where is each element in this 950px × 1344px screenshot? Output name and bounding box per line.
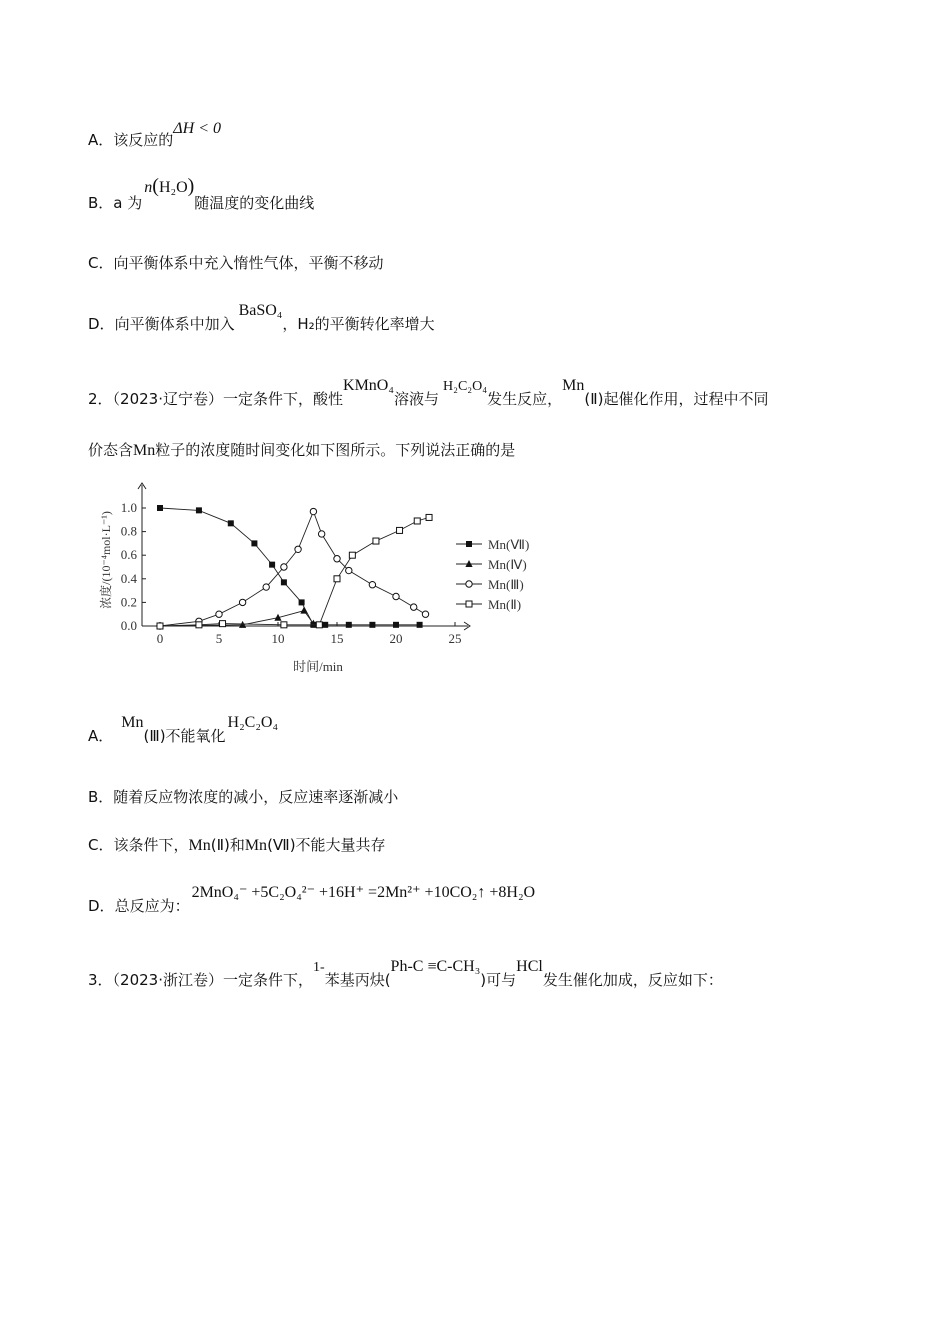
option-letter: A． (88, 727, 114, 745)
data-point (411, 604, 417, 610)
data-point (322, 622, 328, 628)
concentration-time-chart (90, 480, 550, 680)
data-point (397, 527, 403, 533)
y-tick-label: 1.0 (120, 500, 137, 515)
data-point (349, 552, 355, 558)
data-point (466, 601, 472, 607)
q3-stem (88, 958, 723, 992)
option-text: 该反应的 (113, 131, 174, 149)
delta-h-expression: ΔH < 0 (173, 120, 222, 137)
data-point (295, 546, 301, 552)
stem-text: (Ⅱ)起催化作用，过程中不同 (584, 390, 769, 408)
series-line (160, 512, 426, 627)
stem-text: 一定条件下，酸性 (223, 390, 344, 408)
option-letter: A． (88, 131, 114, 149)
mn-symbol: Mn (562, 377, 585, 394)
x-tick-label: 10 (271, 631, 285, 646)
data-point (316, 622, 322, 628)
q2-stem-line1 (88, 377, 769, 411)
chart-legend (456, 537, 529, 612)
h2c2o4-formula: H₂C₂O₄ (227, 714, 279, 731)
n-symbol: n (144, 179, 153, 196)
x-tick-label: 20 (389, 631, 403, 646)
data-point (239, 599, 245, 605)
y-tick-label: 0.8 (120, 523, 137, 539)
data-point (281, 579, 287, 585)
data-point (251, 540, 257, 546)
option-letter: B． (88, 194, 114, 212)
data-point (216, 611, 222, 617)
q2-stem-line2 (88, 440, 515, 461)
data-point (346, 567, 352, 573)
data-point (157, 623, 163, 629)
data-point (393, 622, 399, 628)
data-point (196, 507, 202, 513)
x-axis-label: 时间/min (293, 659, 343, 674)
data-point (414, 518, 420, 524)
y-tick-label: 0.6 (120, 547, 137, 563)
q1-option-d (88, 302, 435, 335)
q2-option-d (88, 884, 536, 917)
q2-option-c (88, 835, 386, 856)
data-point (346, 622, 352, 628)
option-letter: D． (88, 315, 115, 333)
y-tick-label: 0.0 (120, 618, 137, 633)
question-source: （2023·辽宁卷） (112, 390, 223, 408)
option-text: 向平衡体系中加入 (114, 315, 235, 333)
option-text: (Ⅱ)和 (210, 836, 245, 854)
data-point (466, 541, 472, 547)
data-point (422, 611, 428, 617)
legend-label: Mn(Ⅶ) (488, 537, 530, 552)
q1-option-b (88, 175, 315, 214)
data-point (228, 520, 234, 526)
series-line (160, 517, 429, 626)
legend-item (456, 597, 521, 612)
stem-text: 苯基丙炔( (324, 971, 391, 989)
phenylpropyne-formula: Ph-C ≡C-CH₃ (390, 958, 481, 975)
q2-option-a (88, 714, 279, 747)
data-point (373, 538, 379, 544)
stem-text: 粒子的浓度随时间变化如下图所示。下列说法正确的是 (155, 441, 516, 459)
option-text: (Ⅲ)不能氧化 (143, 727, 226, 745)
stem-text: 价态含 (88, 441, 134, 459)
mn-symbol: Mn (121, 714, 144, 731)
legend-label: Mn(Ⅲ) (488, 577, 524, 592)
data-point (220, 621, 226, 627)
position-number: 1- (313, 960, 325, 975)
question-number: 2． (88, 390, 113, 408)
legend-item (456, 537, 529, 552)
legend-item (456, 557, 527, 572)
question-source: （2023·浙江卷） (112, 971, 223, 989)
mn-symbol: Mn (188, 837, 211, 854)
option-letter: C． (88, 836, 114, 854)
question-number: 3． (88, 971, 113, 989)
option-letter: B． (88, 788, 114, 806)
data-point (310, 508, 316, 514)
data-point (281, 622, 287, 628)
x-tick-label: 5 (215, 631, 223, 646)
data-point (299, 599, 305, 605)
data-point (466, 581, 472, 587)
series-3 (157, 508, 429, 629)
stem-text: )可与 (480, 971, 517, 989)
data-point (393, 593, 399, 599)
option-text-post: 随温度的变化曲线 (194, 194, 315, 212)
option-text: 总反应为： (114, 897, 190, 915)
chart-axes (121, 483, 470, 646)
stem-text: 溶液与 (393, 390, 439, 408)
x-tick-label: 15 (330, 631, 344, 646)
data-point (300, 607, 307, 614)
total-reaction-equation: 2MnO₄⁻ +5C₂O₄²⁻ +16H⁺ =2Mn²⁺ +10CO₂↑ +8H₂O (191, 884, 536, 901)
kmno4-formula: KMnO₄ (343, 377, 394, 394)
data-point (334, 556, 340, 562)
h2c2o4-formula: H₂C₂O₄ (442, 379, 488, 394)
series-line (160, 508, 420, 625)
y-tick-label: 0.4 (120, 570, 137, 586)
option-letter: C． (88, 254, 114, 272)
legend-item (456, 577, 524, 592)
data-point (157, 505, 163, 511)
data-point (334, 576, 340, 582)
hcl-formula: HCl (516, 958, 543, 975)
q2-option-b (88, 787, 398, 807)
baso4-formula: BaSO₄ (238, 302, 283, 319)
data-point (196, 622, 202, 628)
option-text: a 为 (113, 194, 143, 212)
data-point (369, 582, 375, 588)
data-point (263, 584, 269, 590)
option-text: 随着反应物浓度的减小，反应速率逐渐减小 (113, 788, 399, 806)
stem-text: 发生催化加成，反应如下： (542, 971, 723, 989)
data-point (318, 531, 324, 537)
option-text-post: ，H₂的平衡转化率增大 (282, 315, 435, 333)
x-tick-label: 25 (448, 631, 462, 646)
mn-symbol: Mn (244, 837, 268, 854)
data-point (426, 514, 432, 520)
x-tick-label: 0 (156, 631, 164, 646)
option-letter: D． (88, 897, 115, 915)
legend-label: Mn(Ⅳ) (488, 557, 527, 572)
option-text: 向平衡体系中充入惰性气体，平衡不移动 (113, 254, 384, 272)
y-axis-label: 浓度/(10⁻⁴mol·L⁻¹) (99, 511, 113, 609)
q1-option-a (88, 120, 222, 151)
stem-text: 一定条件下， (223, 971, 314, 989)
data-point (269, 562, 275, 568)
series-1 (157, 505, 423, 628)
h2o-formula: H₂O (158, 179, 188, 196)
q1-option-c (88, 253, 384, 273)
data-point (369, 622, 375, 628)
series-4 (157, 514, 432, 629)
y-tick-label: 0.2 (120, 594, 137, 610)
n-h2o-expression: n(H₂O) (144, 175, 195, 197)
chart-series (157, 505, 432, 629)
data-point (281, 564, 287, 570)
legend-label: Mn(Ⅱ) (488, 597, 522, 612)
option-text: (Ⅶ)不能大量共存 (267, 836, 386, 854)
stem-text: 发生反应， (487, 390, 563, 408)
mn-symbol: Mn (133, 442, 156, 459)
data-point (417, 622, 423, 628)
option-text: 该条件下， (113, 836, 189, 854)
